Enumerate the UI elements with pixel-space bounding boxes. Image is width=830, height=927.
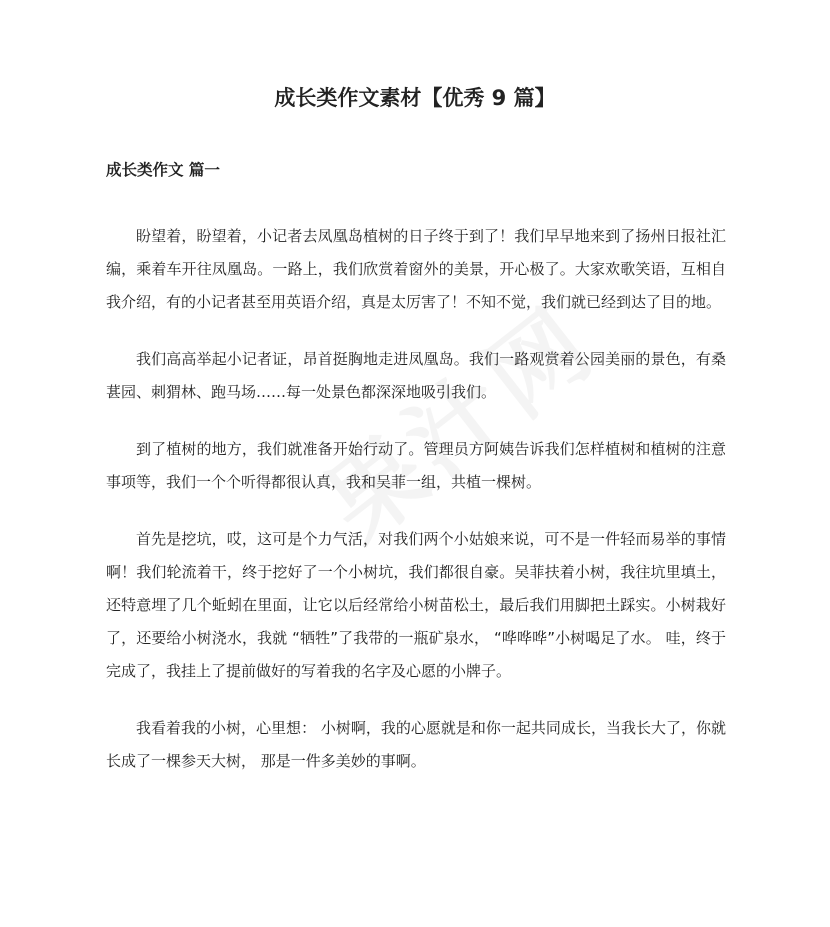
paragraph-5: 我看着我的小树，心里想： 小树啊，我的心愿就是和你一起共同成长，当我长大了，你就长成了一棵参天大树， 那是一件多美妙的事啊。: [106, 719, 726, 770]
paragraph-4: 首先是挖坑，哎，这可是个力气活，对我们两个小姑娘来说，可不是一件轻而易举的事情啊！我们轮流着干，终于挖好了一个小树坑，我们都很自豪。吴菲扶着小树，我往坑里填土，还特意埋了几个蚯蚓在里面，让它以后经常给小树苗松土，最后我们用脚把土踩实。小树栽好了，还要给小树浇水，我就 “牺牲”了我带的一瓶矿泉水， “哗哗哗”小树喝足了水。 哇，终于完成了，我挂上了提前做好的写着我的名字及心愿的小牌子。: [106, 530, 726, 680]
paragraph-2: 我们高高举起小记者证，昂首挺胸地走进凤凰岛。我们一路观赏着公园美丽的景色，有桑葚园、刺猬林、跑马场……每一处景色都深深地吸引我们。: [106, 350, 726, 401]
paragraph-3: 到了植树的地方，我们就准备开始行动了。管理员方阿姨告诉我们怎样植树和植树的注意事项等，我们一个个听得都很认真，我和吴菲一组，共植一棵树。: [106, 440, 726, 491]
paragraph-1: 盼望着，盼望着，小记者去凤凰岛植树的日子终于到了！我们早早地来到了扬州日报社汇编，乘着车开往凤凰岛。一路上，我们欣赏着窗外的美景，开心极了。大家欢歌笑语，互相自我介绍，有的小记者甚至用英语介绍，真是太厉害了！不知不觉，我们就已经到达了目的地。: [106, 227, 726, 311]
section-heading: 成长类作文 篇一: [106, 161, 220, 179]
document-title: 成长类作文素材【优秀 9 篇】: [274, 86, 556, 110]
document-body: [106, 220, 726, 802]
